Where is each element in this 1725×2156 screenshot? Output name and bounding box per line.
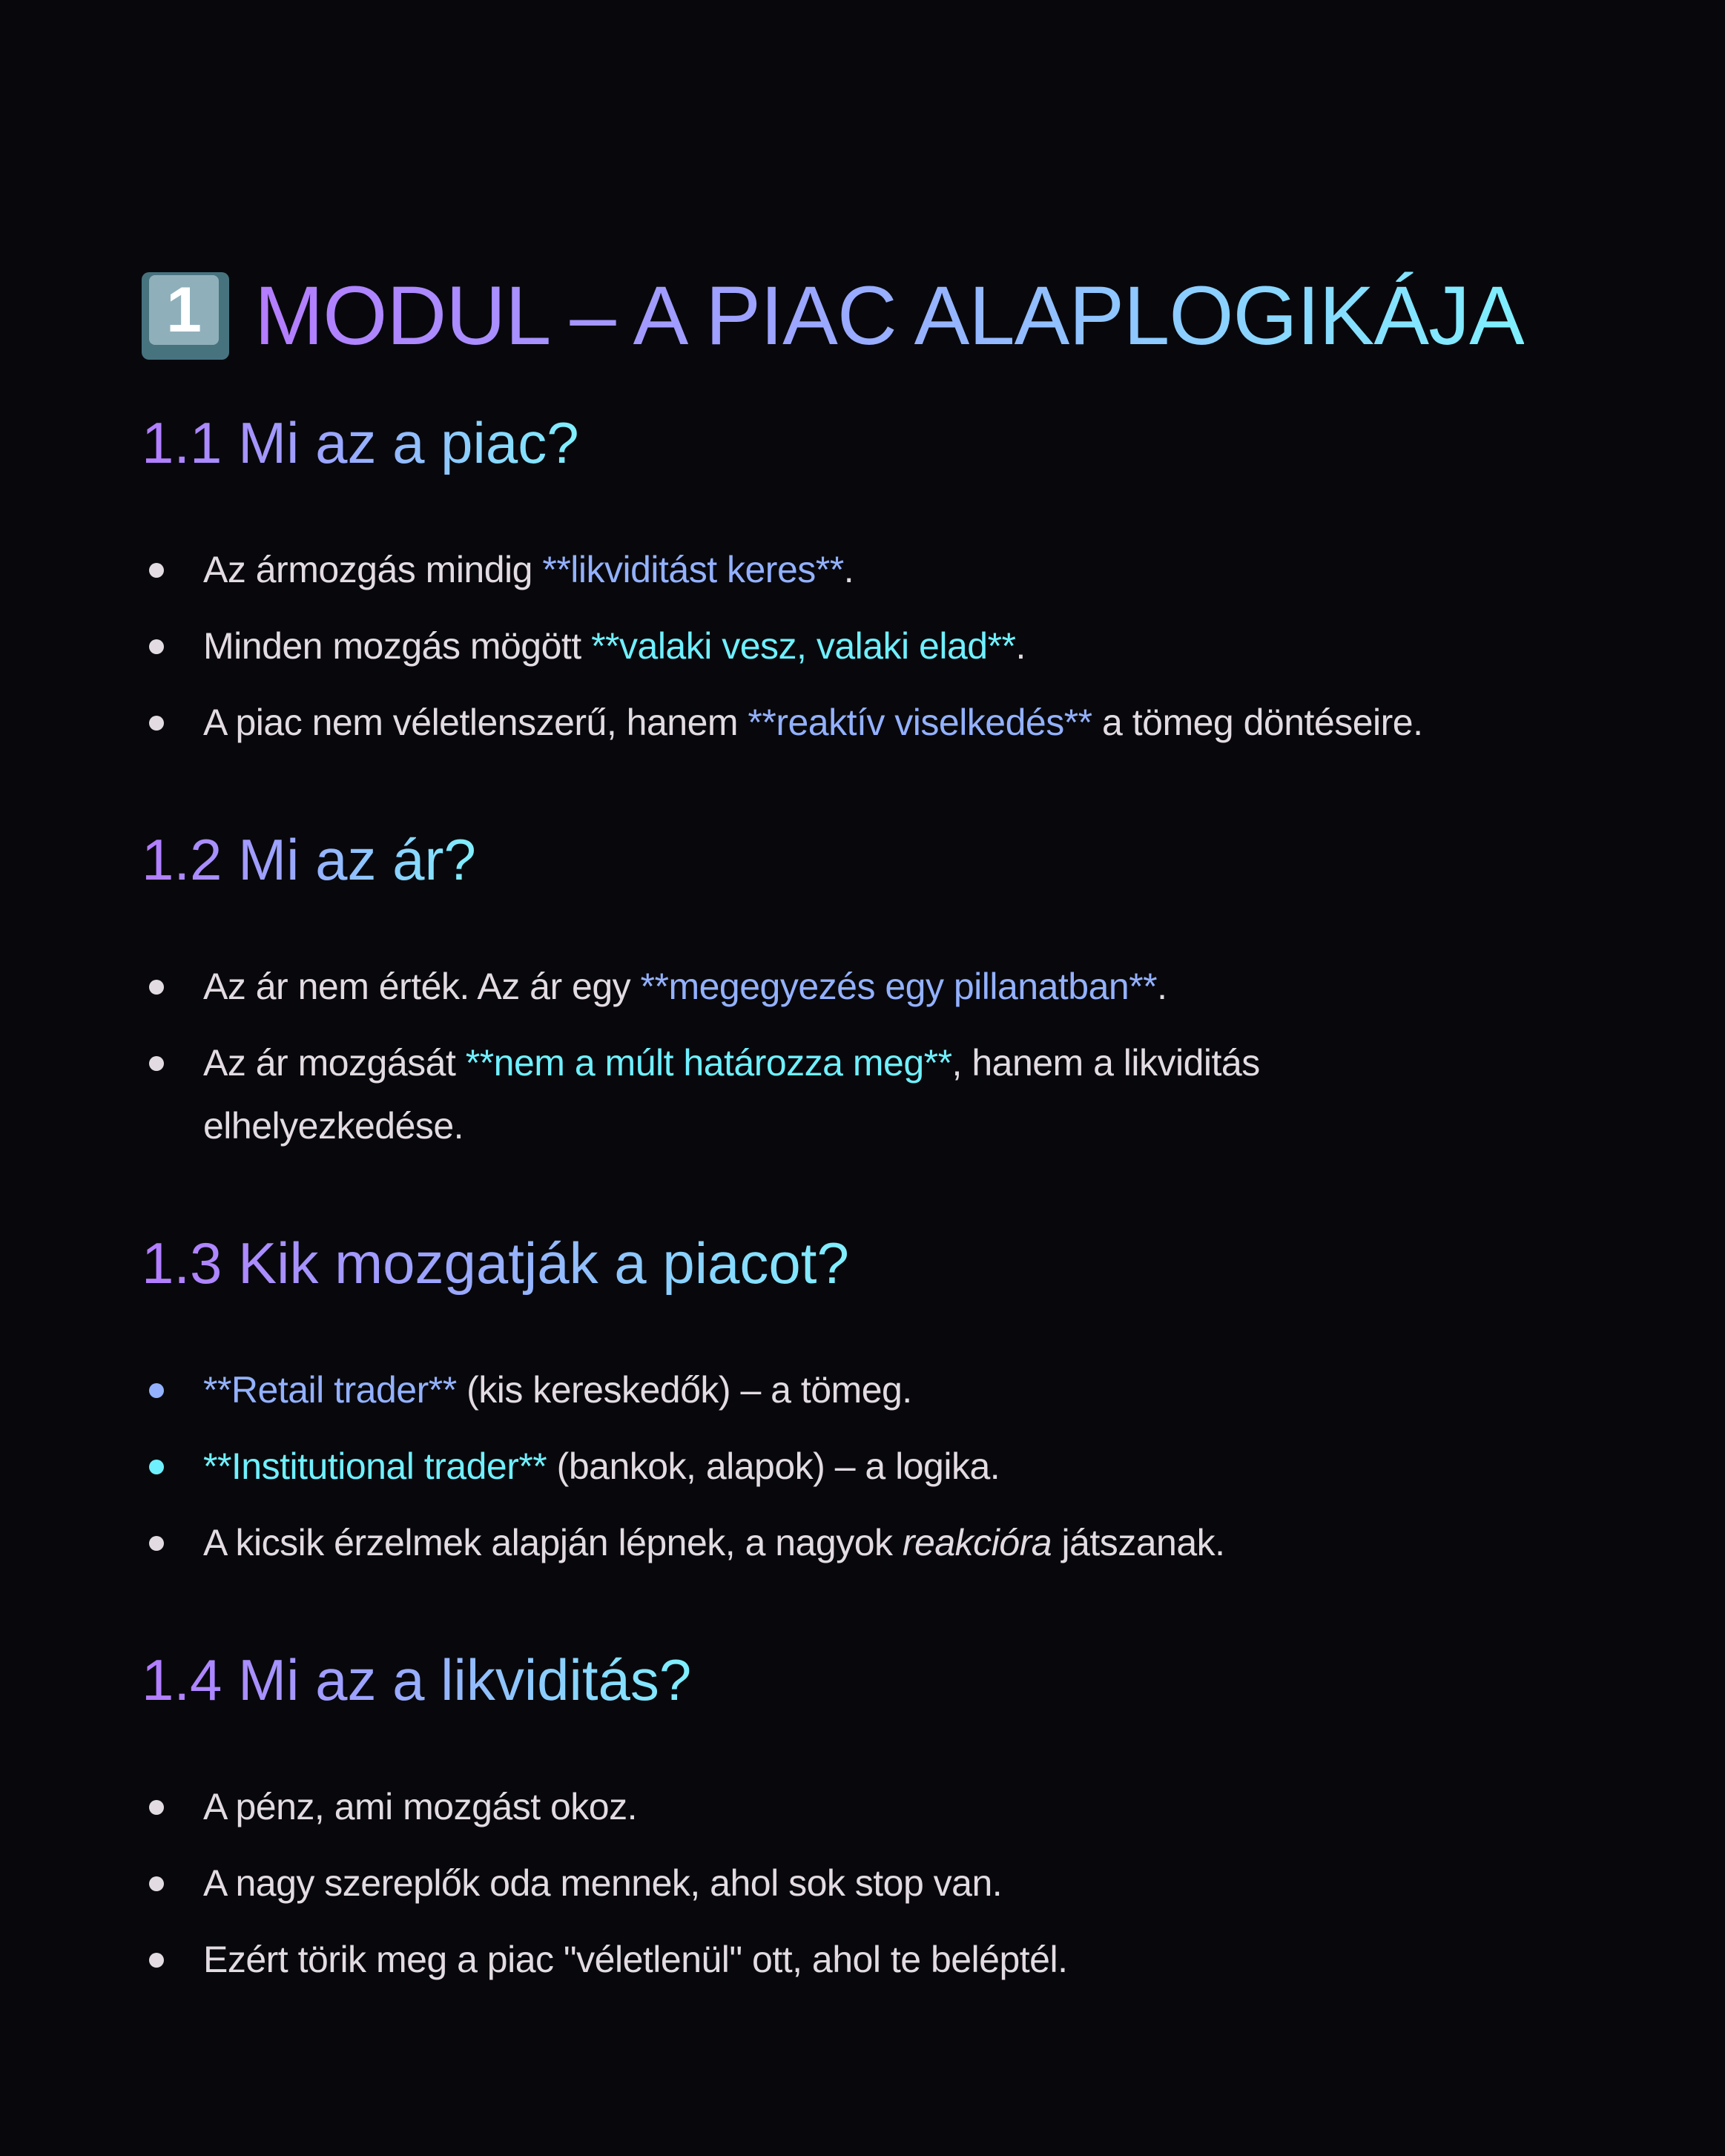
section-1-4 [142, 1588, 1684, 1991]
bullet-icon [149, 1383, 164, 1398]
keycap-one-icon: 1 [142, 272, 229, 360]
section-1-1 [142, 374, 1684, 754]
list-item: **Retail trader** (kis kereskedők) – a tömeg. [142, 1359, 1684, 1422]
bullet-icon [149, 1536, 164, 1551]
bullet-icon [149, 1056, 164, 1071]
section-heading: 1.4 Mi az a likviditás? [142, 1644, 691, 1715]
list-item: A nagy szereplők oda mennek, ahol sok stop van. [142, 1852, 1684, 1915]
section-1-2 [142, 768, 1684, 1158]
bullet-icon [149, 980, 164, 995]
list-item: Az ár mozgását **nem a múlt határozza meg**, hanem a likviditás elhelyezkedése. [142, 1032, 1684, 1158]
list-item: Minden mozgás mögött **valaki vesz, valaki elad**. [142, 615, 1684, 678]
section-heading: 1.1 Mi az a piac? [142, 407, 579, 478]
bullet-list [142, 538, 1684, 754]
list-item: A pénz, ami mozgást okoz. [142, 1776, 1684, 1839]
bullet-list [142, 1359, 1684, 1575]
bullet-icon [149, 1460, 164, 1474]
highlight: **valaki vesz, valaki elad** [591, 625, 1016, 667]
bullet-icon [149, 1953, 164, 1968]
bullet-icon [149, 1800, 164, 1815]
module-title [142, 258, 1684, 374]
list-item: A piac nem véletlenszerű, hanem **reaktív viselkedés** a tömeg döntéseire. [142, 691, 1684, 754]
list-item: Ezért törik meg a piac "véletlenül" ott, ahol te beléptél. [142, 1928, 1684, 1991]
section-heading: 1.2 Mi az ár? [142, 824, 476, 895]
bullet-icon [149, 639, 164, 654]
bullet-icon [149, 563, 164, 578]
bullet-icon [149, 1876, 164, 1891]
highlight: **Retail trader** [203, 1369, 457, 1411]
list-item: A kicsik érzelmek alapján lépnek, a nagyok reakcióra játszanak. [142, 1511, 1684, 1575]
section-1-3 [142, 1171, 1684, 1575]
highlight: **reaktív viselkedés** [748, 702, 1092, 743]
emphasis: reakcióra [902, 1522, 1052, 1563]
section-heading: 1.3 Kik mozgatják a piacot? [142, 1227, 849, 1299]
highlight: **nem a múlt határozza meg** [465, 1042, 952, 1084]
module-title-text: MODUL – A PIAC ALAPLOGIKÁJA [254, 258, 1524, 374]
list-item: Az ármozgás mindig **likviditást keres**. [142, 538, 1684, 601]
highlight: **megegyezés egy pillanatban** [640, 966, 1158, 1007]
document [142, 258, 1684, 2005]
bullet-list [142, 1776, 1684, 1991]
list-item: Az ár nem érték. Az ár egy **megegyezés egy pillanatban**. [142, 955, 1684, 1018]
bullet-list [142, 955, 1684, 1158]
list-item: **Institutional trader** (bankok, alapok) – a logika. [142, 1435, 1684, 1498]
bullet-icon [149, 716, 164, 731]
highlight: **likviditást keres** [542, 549, 844, 590]
highlight: **Institutional trader** [203, 1445, 547, 1487]
